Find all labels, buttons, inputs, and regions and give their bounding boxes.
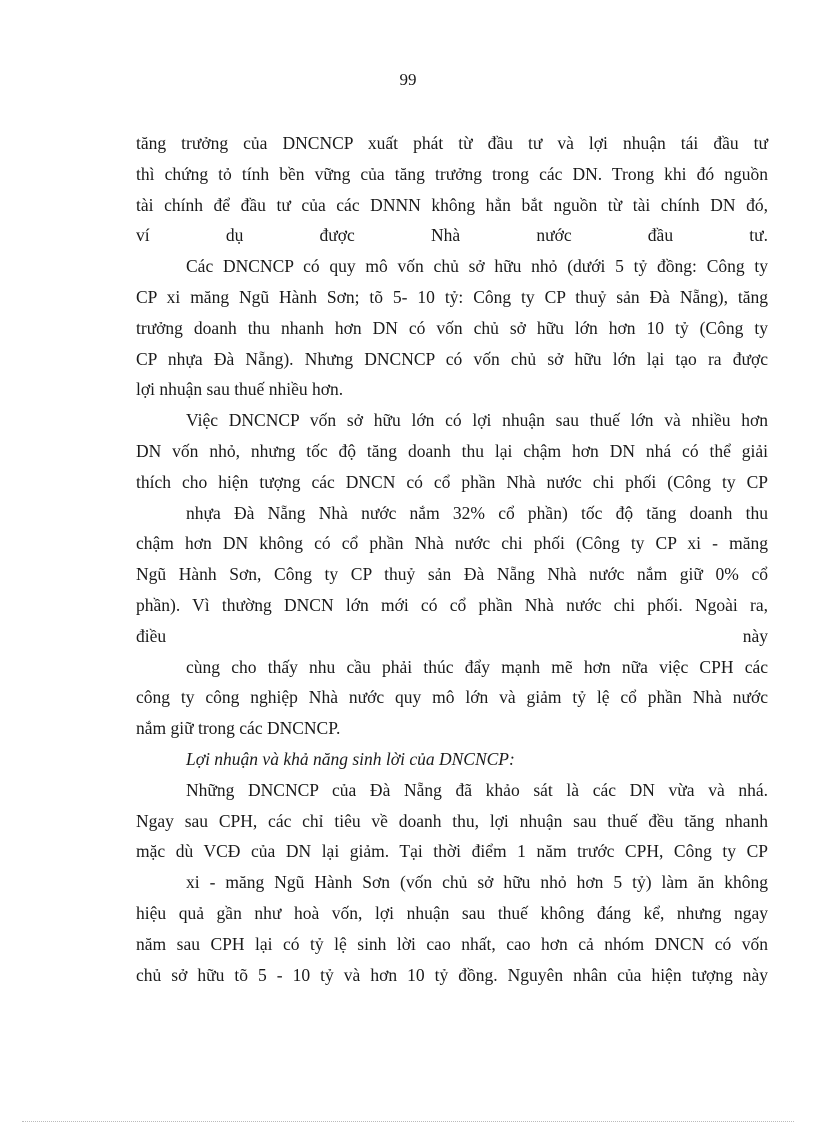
text-line: mặc dù VCĐ của DN lại giảm. Tại thời điểm 1 năm trước CPH, Công ty CP	[136, 841, 768, 862]
text-line: tài chính để đầu tư của các DNNN không hẳn bắt nguồn từ tài chính DN đó,	[136, 194, 768, 215]
text-line: nhựa Đà Nẵng Nhà nước nắm 32% cổ phần) tốc độ tăng doanh thu	[186, 502, 768, 523]
text-line: phần). Vì thường DNCN lớn mới có cổ phần Nhà nước chi phối. Ngoài ra,	[136, 594, 768, 615]
text-line: Ngũ Hành Sơn, Công ty CP thuỷ sản Đà Nẵng Nhà nước nắm giữ 0% cổ	[136, 564, 768, 585]
text-line: CP nhựa Đà Nẵng). Nhưng DNCNCP có vốn chủ sở hữu lớn lại tạo ra được	[136, 348, 768, 369]
page-bottom-rule	[22, 1121, 794, 1122]
text-line: CP xi măng Ngũ Hành Sơn; tõ 5- 10 tỷ: Công ty CP thuỷ sản Đà Nẵng), tăng	[136, 286, 768, 307]
text-line: ví dụ được Nhà nước đầu tư.	[136, 225, 768, 246]
text-line: hiệu quả gần như hoà vốn, lợi nhuận sau thuế không đáng kể, nhưng ngay	[136, 902, 768, 923]
text-line: Việc DNCNCP vốn sở hữu lớn có lợi nhuận sau thuế lớn và nhiều hơn	[186, 410, 768, 431]
body-text	[136, 128, 768, 990]
text-line: thích cho hiện tượng các DNCN có cổ phần Nhà nước chi phối (Công ty CP	[136, 471, 768, 492]
text-line: cùng cho thấy nhu cầu phải thúc đẩy mạnh mẽ hơn nữa việc CPH các	[186, 656, 768, 677]
text-line: lợi nhuận sau thuế nhiều hơn.	[136, 379, 344, 400]
text-line: điều này	[136, 625, 768, 646]
text-line: công ty công nghiệp Nhà nước quy mô lớn và giảm tỷ lệ cổ phần Nhà nước	[136, 687, 768, 708]
text-line: chủ sở hữu tõ 5 - 10 tỷ và hơn 10 tỷ đồng. Nguyên nhân của hiện tượng này	[136, 964, 768, 985]
text-line: năm sau CPH lại có tỷ lệ sinh lời cao nhất, cao hơn cả nhóm DNCN có vốn	[136, 933, 768, 954]
page-number: 99	[399, 70, 417, 89]
text-line: nắm giữ trong các DNCNCP.	[136, 718, 341, 739]
text-line: thì chứng tỏ tính bền vững của tăng trưởng trong các DN. Trong khi đó nguồn	[136, 163, 768, 184]
text-line: Các DNCNCP có quy mô vốn chủ sở hữu nhỏ (dưới 5 tỷ đồng: Công ty	[186, 256, 768, 277]
text-line: Ngay sau CPH, các chỉ tiêu về doanh thu, lợi nhuận sau thuế đều tăng nhanh	[136, 810, 768, 831]
text-line: trưởng doanh thu nhanh hơn DN có vốn chủ sở hữu lớn hơn 10 tỷ (Công ty	[136, 317, 768, 338]
text-line: DN vốn nhỏ, nhưng tốc độ tăng doanh thu lại chậm hơn DN nhá có thể giải	[136, 440, 768, 461]
text-line: tăng trưởng của DNCNCP xuất phát từ đầu tư và lợi nhuận tái đầu tư	[136, 133, 768, 153]
text-line: xi - măng Ngũ Hành Sơn (vốn chủ sở hữu nhỏ hơn 5 tỷ) làm ăn không	[186, 872, 768, 893]
text-line: Những DNCNCP của Đà Nẵng đã khảo sát là các DN vừa và nhá.	[186, 779, 768, 800]
section-heading: Lợi nhuận và khả năng sinh lời của DNCNCP:	[186, 748, 515, 769]
text-line: chậm hơn DN không có cổ phần Nhà nước chi phối (Công ty CP xi - măng	[136, 533, 768, 554]
